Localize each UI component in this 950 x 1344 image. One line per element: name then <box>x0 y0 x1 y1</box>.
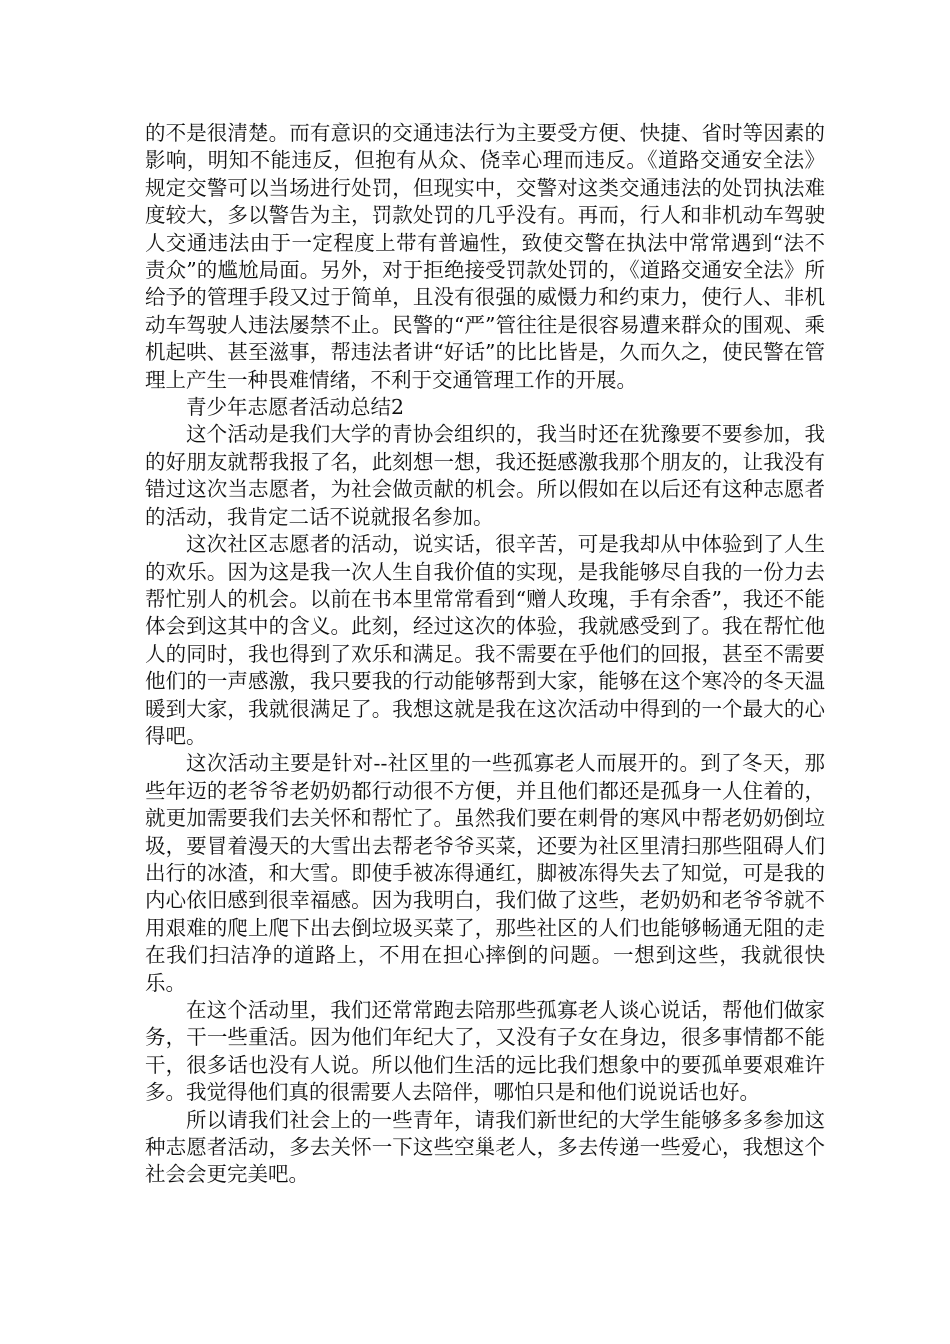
body-paragraph-5: 所以请我们社会上的一些青年，请我们新世纪的大学生能够多多参加这种志愿者活动，多去关怀一下这些空巢老人，多去传递一些爱心，我想这个社会会更完美吧。 <box>145 1107 825 1187</box>
document-page <box>145 120 825 1189</box>
body-paragraph-1: 这个活动是我们大学的青协会组织的，我当时还在犹豫要不要参加，我的好朋友就帮我报了名，此刻想一想，我还挺感激我那个朋友的，让我没有错过这次当志愿者，为社会做贡献的机会。所以假如在以后还有这种志愿者的活动，我肯定二话不说就报名参加。 <box>145 422 825 529</box>
body-paragraph-continued: 的不是很清楚。而有意识的交通违法行为主要受方便、快捷、省时等因素的影响，明知不能违反，但抱有从众、侥幸心理而违反。《道路交通安全法》规定交警可以当场进行处罚，但现实中，交警对这类交通违法的处罚执法难度较大，多以警告为主，罚款处罚的几乎没有。再而，行人和非机动车驾驶人交通违法由于一定程度上带有普遍性，致使交警在执法中常常遇到“法不责众”的尴尬局面。另外，对于拒绝接受罚款处罚的，《道路交通安全法》所给予的管理手段又过于简单，且没有很强的威慑力和约束力，使行人、非机动车驾驶人违法屡禁不止。民警的“严”管往往是很容易遭来群众的围观、乘机起哄、甚至滋事，帮违法者讲“好话”的比比皆是，久而久之，使民警在管理上产生一种畏难情绪，不利于交通管理工作的开展。 <box>145 121 825 392</box>
body-paragraph-4: 在这个活动里，我们还常常跑去陪那些孤寡老人谈心说话，帮他们做家务，干一些重活。因为他们年纪大了，又没有子女在身边，很多事情都不能干，很多话也没有人说。所以他们生活的远比我们想象中的要孤单要艰难许多。我觉得他们真的很需要人去陪伴，哪怕只是和他们说说话也好。 <box>145 998 825 1105</box>
section-heading: 青少年志愿者活动总结2 <box>186 395 405 420</box>
body-paragraph-2: 这次社区志愿者的活动，说实话，很辛苦，可是我却从中体验到了人生的欢乐。因为这是我一次人生自我价值的实现，是我能够尽自我的一份力去帮忙别人的机会。以前在书本里常常看到“赠人玫瑰，手有余香”，我还不能体会到这其中的含义。此刻，经过这次的体验，我就感受到了。我在帮忙他人的同时，我也得到了欢乐和满足。我不需要在乎他们的回报，甚至不需要他们的一声感激，我只要我的行动能够帮到大家，能够在这个寒冷的冬天温暖到大家，我就很满足了。我想这就是我在这次活动中得到的一个最大的心得吧。 <box>145 532 825 748</box>
body-paragraph-3: 这次活动主要是针对--社区里的一些孤寡老人而展开的。到了冬天，那些年迈的老爷爷老奶奶都行动很不方便，并且他们都还是孤身一人住着的，就更加需要我们去关怀和帮忙了。虽然我们要在刺骨的寒风中帮老奶奶倒垃圾，要冒着漫天的大雪出去帮老爷爷买菜，还要为社区里清扫那些阻碍人们出行的冰渣，和大雪。即使手被冻得通红，脚被冻得失去了知觉，可是我的内心依旧感到很幸福感。因为我明白，我们做了这些，老奶奶和老爷爷就不用艰难的爬上爬下出去倒垃圾买菜了，那些社区的人们也能够畅通无阻的走在我们扫洁净的道路上，不用在担心摔倒的问题。一想到这些，我就很快乐。 <box>145 751 825 995</box>
